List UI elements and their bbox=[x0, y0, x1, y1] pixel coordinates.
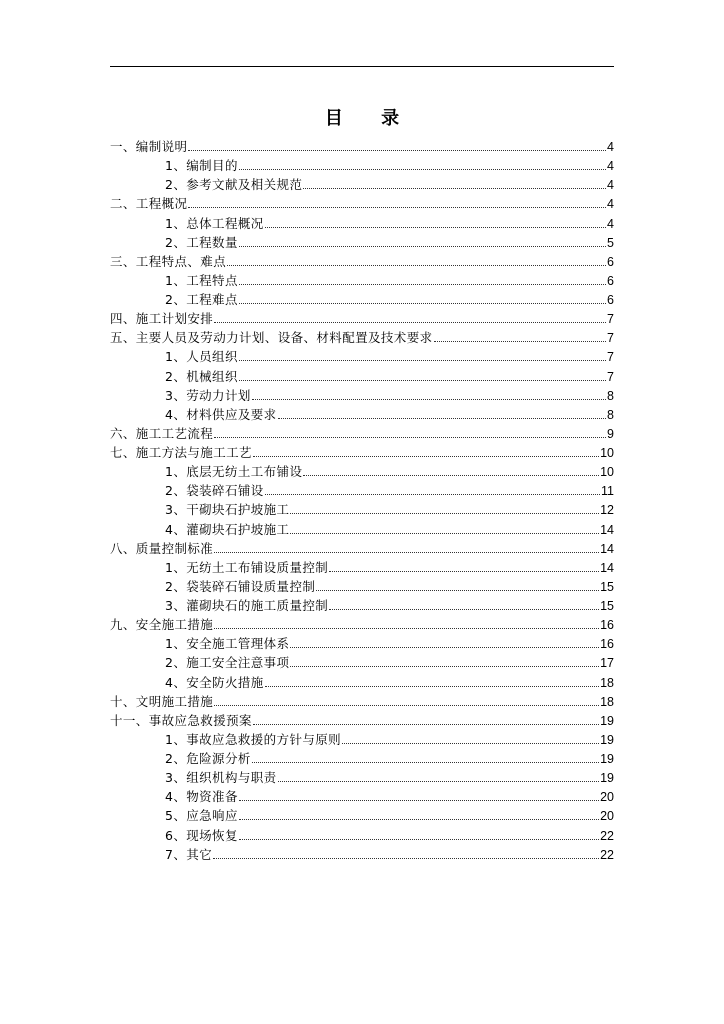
toc-entry-title: 5、应急响应 bbox=[165, 808, 238, 824]
toc-page-number: 4 bbox=[607, 197, 614, 212]
toc-entry[interactable] bbox=[110, 768, 614, 787]
toc-entry-title: 2、袋装碎石铺设 bbox=[165, 483, 264, 499]
toc-entry[interactable] bbox=[110, 749, 614, 768]
toc-entry[interactable] bbox=[110, 462, 614, 481]
toc-entry[interactable] bbox=[110, 424, 614, 443]
toc-dot-leader bbox=[278, 781, 600, 782]
toc-dot-leader bbox=[316, 590, 599, 591]
toc-page-number: 18 bbox=[600, 675, 614, 690]
toc-dot-leader bbox=[252, 399, 606, 400]
toc-page-number: 7 bbox=[607, 312, 614, 327]
toc-dot-leader bbox=[239, 380, 606, 381]
toc-entry[interactable] bbox=[110, 711, 614, 730]
toc-entry[interactable] bbox=[110, 692, 614, 711]
toc-entry-title: 三、工程特点、难点 bbox=[110, 253, 227, 269]
toc-page-number: 11 bbox=[601, 484, 614, 499]
toc-dot-leader bbox=[290, 647, 599, 648]
toc-entry-title: 1、事故应急救援的方针与原则 bbox=[165, 731, 342, 747]
toc-dot-leader bbox=[214, 628, 599, 629]
toc-dot-leader bbox=[342, 743, 599, 744]
toc-entry[interactable] bbox=[110, 520, 614, 539]
toc-dot-leader bbox=[214, 437, 606, 438]
toc-entry-title: 2、危险源分析 bbox=[165, 751, 251, 766]
toc-dot-leader bbox=[213, 858, 599, 859]
toc-dot-leader bbox=[252, 762, 599, 763]
toc-entry[interactable] bbox=[110, 615, 614, 634]
toc-entry-title: 十、文明施工措施 bbox=[110, 693, 214, 709]
toc-dot-leader bbox=[239, 839, 599, 840]
toc-entry[interactable] bbox=[110, 137, 614, 156]
header-rule bbox=[110, 66, 614, 67]
toc-entry-title: 八、质量控制标准 bbox=[110, 540, 214, 556]
toc-entry-title: 3、组织机构与职责 bbox=[165, 770, 277, 786]
toc-entry-title: 4、物资准备 bbox=[165, 789, 238, 805]
toc-entry-title: 1、编制目的 bbox=[165, 158, 238, 174]
toc-page-number: 19 bbox=[600, 771, 614, 786]
toc-entry[interactable] bbox=[110, 156, 614, 175]
toc-entry[interactable] bbox=[110, 673, 614, 692]
toc-page-number: 10 bbox=[600, 446, 614, 460]
toc-entry[interactable] bbox=[110, 214, 614, 233]
toc-entry[interactable] bbox=[110, 558, 614, 577]
toc-entry[interactable] bbox=[110, 252, 614, 271]
toc-entry-title: 四、施工计划安排 bbox=[110, 311, 214, 327]
toc-dot-leader bbox=[265, 227, 606, 228]
toc-entry-title: 3、灌砌块石的施工质量控制 bbox=[165, 598, 329, 613]
toc-page-number: 5 bbox=[607, 235, 614, 250]
toc-dot-leader bbox=[214, 705, 599, 706]
toc-page-number: 4 bbox=[607, 140, 614, 154]
toc-entry-title: 3、劳动力计划 bbox=[165, 387, 251, 403]
toc-entry-title: 2、工程难点 bbox=[165, 292, 238, 307]
toc-entry-title: 2、施工安全注意事项 bbox=[165, 655, 290, 671]
toc-entry[interactable] bbox=[110, 806, 614, 825]
toc-page-number: 15 bbox=[600, 579, 614, 594]
toc-page-number: 10 bbox=[600, 465, 614, 480]
toc-entry[interactable] bbox=[110, 634, 614, 653]
toc-page-number: 4 bbox=[607, 216, 614, 231]
toc-page-number: 16 bbox=[600, 637, 614, 652]
toc-page-number: 19 bbox=[600, 732, 614, 747]
toc-page-number: 6 bbox=[607, 254, 614, 269]
toc-entry-title: 3、干砌块石护坡施工 bbox=[165, 502, 290, 518]
toc-entry-title: 五、主要人员及劳动力计划、设备、材料配置及技术要求 bbox=[110, 330, 433, 346]
toc-entry-title: 1、无纺土工布铺设质量控制 bbox=[165, 559, 329, 575]
toc-dot-leader bbox=[290, 666, 599, 667]
toc-entry[interactable] bbox=[110, 481, 614, 500]
toc-entry-title: 2、参考文献及相关规范 bbox=[165, 177, 303, 193]
toc-dot-leader bbox=[253, 724, 599, 725]
toc-page-number: 9 bbox=[607, 426, 614, 441]
table-of-contents bbox=[110, 137, 614, 864]
toc-entry[interactable] bbox=[110, 577, 614, 596]
toc-entry-title: 6、现场恢复 bbox=[165, 827, 238, 843]
toc-dot-leader bbox=[188, 207, 606, 208]
toc-page-number: 6 bbox=[607, 293, 614, 307]
toc-entry[interactable] bbox=[110, 290, 614, 309]
toc-dot-leader bbox=[253, 456, 599, 457]
toc-entry-title: 一、编制说明 bbox=[110, 139, 188, 154]
toc-entry-title: 六、施工工艺流程 bbox=[110, 425, 214, 441]
toc-entry[interactable] bbox=[110, 328, 614, 347]
toc-dot-leader bbox=[239, 303, 606, 304]
toc-page-number: 18 bbox=[600, 694, 614, 709]
toc-dot-leader bbox=[303, 188, 606, 189]
toc-entry-title: 九、安全施工措施 bbox=[110, 617, 214, 633]
toc-dot-leader bbox=[239, 819, 599, 820]
toc-dot-leader bbox=[239, 360, 606, 361]
toc-entry-title: 4、灌砌块石护坡施工 bbox=[165, 521, 290, 537]
toc-page-number: 14 bbox=[600, 560, 614, 575]
toc-entry-title: 1、工程特点 bbox=[165, 272, 238, 288]
toc-page-number: 16 bbox=[600, 618, 614, 633]
toc-entry-title: 1、安全施工管理体系 bbox=[165, 636, 290, 652]
toc-dot-leader bbox=[227, 265, 606, 266]
toc-page-number: 22 bbox=[600, 847, 614, 862]
toc-dot-leader bbox=[265, 494, 600, 495]
toc-dot-leader bbox=[239, 169, 606, 170]
toc-entry-title: 4、材料供应及要求 bbox=[165, 406, 277, 422]
toc-entry-title: 二、工程概况 bbox=[110, 196, 188, 212]
toc-entry[interactable] bbox=[110, 233, 614, 252]
toc-page-number: 7 bbox=[607, 369, 614, 384]
toc-entry[interactable] bbox=[110, 730, 614, 749]
toc-entry[interactable] bbox=[110, 367, 614, 386]
toc-page-number: 4 bbox=[607, 178, 614, 193]
toc-page-number: 12 bbox=[600, 503, 614, 518]
toc-entry-title: 1、总体工程概况 bbox=[165, 215, 264, 231]
toc-entry[interactable] bbox=[110, 347, 614, 366]
toc-entry-title: 7、其它 bbox=[165, 846, 213, 862]
toc-page-number: 15 bbox=[600, 599, 614, 613]
toc-page-number: 4 bbox=[607, 159, 614, 174]
toc-entry[interactable] bbox=[110, 500, 614, 519]
toc-page-number: 8 bbox=[607, 407, 614, 422]
toc-dot-leader bbox=[278, 418, 606, 419]
toc-entry-title: 2、机械组织 bbox=[165, 368, 238, 384]
toc-dot-leader bbox=[214, 322, 606, 323]
toc-page-number: 6 bbox=[607, 273, 614, 288]
toc-entry[interactable] bbox=[110, 653, 614, 672]
toc-entry-title: 1、底层无纺土工布铺设 bbox=[165, 464, 303, 480]
toc-dot-leader bbox=[290, 533, 599, 534]
toc-title: 目 录 bbox=[324, 108, 416, 129]
toc-page-number: 14 bbox=[600, 541, 614, 556]
toc-entry[interactable] bbox=[110, 826, 614, 845]
toc-dot-leader bbox=[214, 552, 599, 553]
toc-page-number: 17 bbox=[600, 656, 614, 671]
toc-entry[interactable] bbox=[110, 787, 614, 806]
toc-page-number: 19 bbox=[600, 752, 614, 766]
toc-entry-title: 1、人员组织 bbox=[165, 349, 238, 365]
toc-entry-title: 4、安全防火措施 bbox=[165, 674, 264, 690]
toc-dot-leader bbox=[239, 800, 599, 801]
toc-entry[interactable] bbox=[110, 175, 614, 194]
toc-page-number: 7 bbox=[607, 331, 614, 346]
toc-dot-leader bbox=[290, 513, 599, 514]
toc-entry-title: 2、袋装碎石铺设质量控制 bbox=[165, 578, 316, 594]
toc-dot-leader bbox=[265, 686, 599, 687]
toc-dot-leader bbox=[188, 150, 606, 151]
toc-entry[interactable] bbox=[110, 309, 614, 328]
toc-page-number: 19 bbox=[600, 713, 614, 728]
toc-entry[interactable] bbox=[110, 845, 614, 864]
toc-entry[interactable] bbox=[110, 539, 614, 558]
toc-page-number: 20 bbox=[600, 790, 614, 805]
toc-entry[interactable] bbox=[110, 405, 614, 424]
toc-page-number: 14 bbox=[600, 522, 614, 537]
toc-entry[interactable] bbox=[110, 443, 614, 462]
toc-entry-title: 2、工程数量 bbox=[165, 234, 238, 250]
toc-page-number: 20 bbox=[600, 809, 614, 824]
toc-dot-leader bbox=[303, 475, 599, 476]
toc-dot-leader bbox=[329, 609, 599, 610]
toc-dot-leader bbox=[239, 284, 606, 285]
toc-entry-title: 七、施工方法与施工工艺 bbox=[110, 445, 252, 460]
toc-dot-leader bbox=[239, 246, 606, 247]
toc-page-number: 8 bbox=[607, 388, 614, 403]
toc-entry[interactable] bbox=[110, 271, 614, 290]
toc-entry[interactable] bbox=[110, 596, 614, 615]
toc-page-number: 7 bbox=[607, 350, 614, 365]
toc-entry-title: 十一、事故应急救援预案 bbox=[110, 712, 252, 728]
toc-entry[interactable] bbox=[110, 194, 614, 213]
toc-entry[interactable] bbox=[110, 386, 614, 405]
toc-dot-leader bbox=[434, 341, 607, 342]
toc-page-number: 22 bbox=[600, 828, 614, 843]
toc-dot-leader bbox=[329, 571, 599, 572]
